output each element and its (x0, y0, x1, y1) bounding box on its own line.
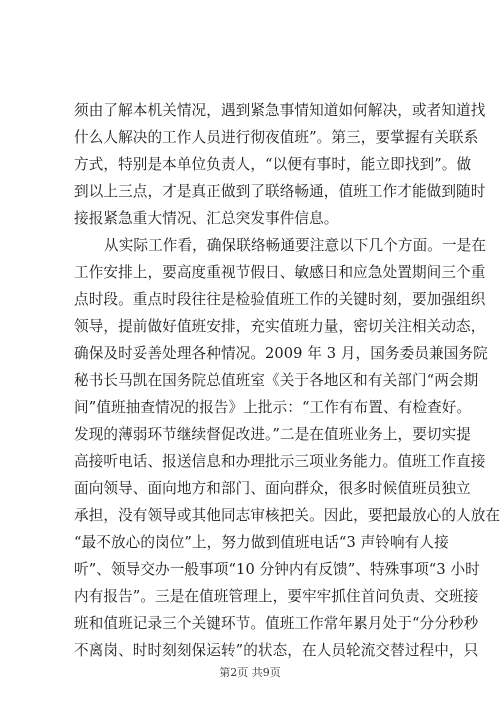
text-line: 听”、领导交办一般事项“10 分钟内有反馈”、特殊事项“3 小时 (74, 561, 480, 578)
text-line: 工作安排上，要高度重视节假日、敏感日和应急处置期间三个重 (74, 264, 486, 281)
text-line: 内有报告”。三是在值班管理上，要牢牢抓住首问负责、交班接 (74, 588, 479, 605)
text-line: 点时段。重点时段往往是检验值班工作的关键时刻，要加强组织 (74, 291, 486, 308)
page-number: 第2页 共9页 (219, 666, 281, 679)
paragraph-1 (74, 97, 486, 232)
text-line: 确保及时妥善处理各种情况。2009 年 3 月，国务委员兼国务院 (74, 345, 488, 362)
text-line: 什么人解决的工作人员进行彻夜值班”。第三，要掌握有关联系 (74, 129, 479, 146)
text-line: 方式，特别是本单位负责人，“以便有事时，能立即找到”。做 (74, 156, 472, 173)
text-line: 到以上三点，才是真正做到了联络畅通，值班工作才能做到随时 (74, 183, 486, 200)
body-text (74, 97, 500, 664)
text-line: “最不放心的岗位”上，努力做到值班电话“3 声铃响有人接 (74, 534, 449, 551)
text-line: 须由了解本机关情况，遇到紧急事情知道如何解决，或者知道找 (74, 102, 486, 119)
text-line: 从实际工作看，确保联络畅通要注意以下几个方面。一是在 (104, 237, 487, 254)
text-line: 发现的薄弱环节继续督促改进。”二是在值班业务上，要切实提 (74, 426, 471, 443)
page-footer (0, 666, 500, 680)
text-line: 秘书长马凯在国务院总值班室《关于各地区和有关部门“两会期 (74, 372, 479, 389)
text-line: 间”值班抽查情况的报告》上批示：“工作有布置、有检查好。 (74, 399, 472, 416)
paragraph-2 (74, 232, 500, 664)
text-line: 接报紧急重大情况、汇总突发事件信息。 (74, 210, 339, 227)
text-line: 面向领导、面向地方和部门、面向群众，很多时候值班员独立 (74, 480, 471, 497)
text-line: 班和值班记录三个关键环节。值班工作常年累月处于“分分秒秒 (74, 615, 479, 632)
text-line: 高接听电话、报送信息和办理批示三项业务能力。值班工作直接 (74, 453, 486, 470)
text-line: 不离岗、时时刻刻保运转”的状态，在人员轮流交替过程中，只 (74, 642, 479, 659)
text-line: 承担，没有领导或其他同志审核把关。因此，要把最放心的人放在 (74, 507, 500, 524)
text-line: 领导，提前做好值班安排，充实值班力量，密切关注相关动态， (74, 318, 486, 335)
